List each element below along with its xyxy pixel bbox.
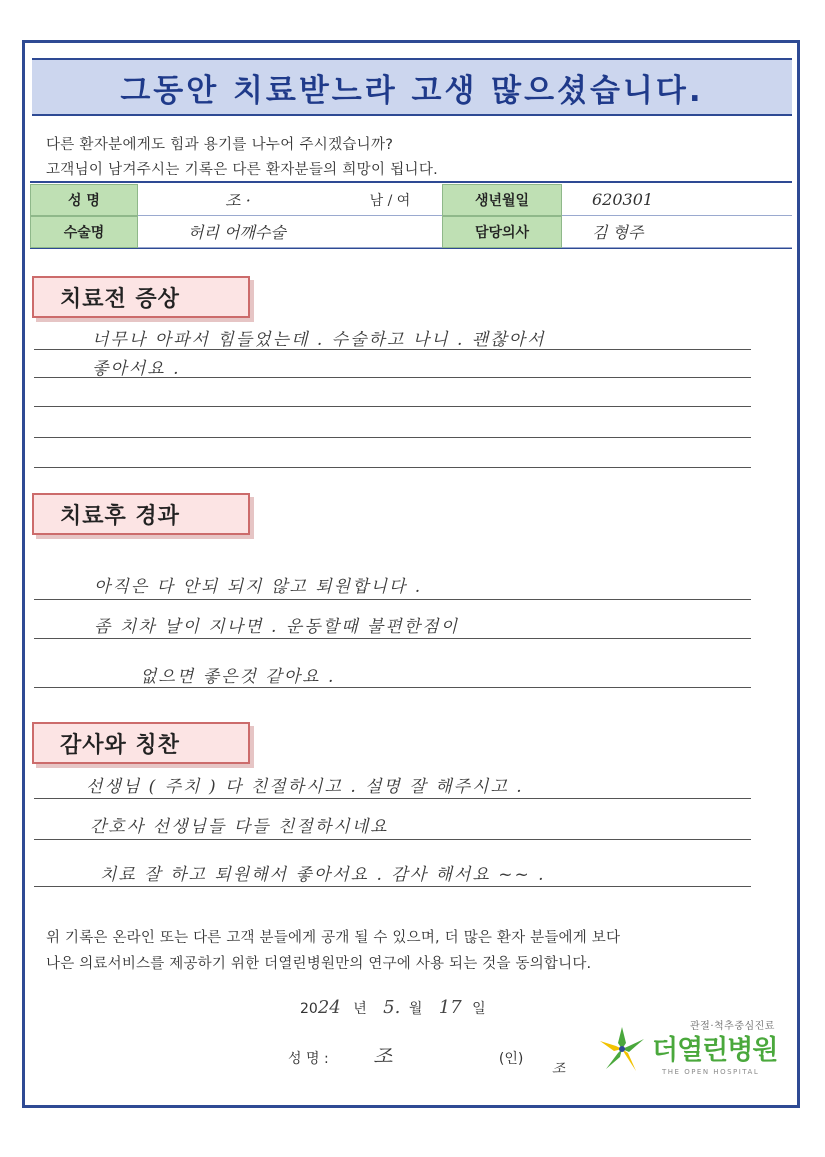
date-month-unit: 월 — [408, 1001, 423, 1017]
birth-value: 620301 — [562, 184, 792, 216]
ruled-line — [34, 839, 751, 840]
section-thanks-title-box — [32, 722, 250, 764]
intro-line-1: 다른 환자분에게도 힘과 용기를 나누어 주시겠습니까? — [46, 137, 394, 153]
patient-info-table — [30, 181, 792, 249]
section-after-title: 치료후 경과 — [60, 503, 180, 529]
ruled-line — [34, 467, 751, 468]
date-day-unit: 일 — [472, 1001, 486, 1017]
thanks-handwriting-line-2: 간호사 선생님들 다들 친절하시네요 — [90, 817, 389, 837]
after-handwriting-line-1: 아직은 다 안되 되지 않고 퇴원합니다 . — [94, 577, 423, 597]
logo-tagline: 관절·척추중심진료 — [690, 1021, 775, 1032]
date-month: 5. — [383, 997, 401, 1018]
logo-english: THE OPEN HOSPITAL — [662, 1068, 760, 1076]
ruled-line — [34, 687, 751, 688]
consent-line-2: 나은 의료서비스를 제공하기 위한 더열린병원만의 연구에 사용 되는 것을 동의합니다. — [46, 956, 592, 972]
section-thanks-title: 감사와 칭찬 — [60, 732, 180, 758]
signature-name-handwritten: 조 — [373, 1044, 395, 1068]
info-row-name — [30, 184, 792, 216]
thanks-handwriting-line-3: 치료 잘 하고 퇴원해서 좋아서요 . 감사 해서요 ~~ . — [100, 865, 546, 885]
name-label: 성 명 — [30, 184, 138, 216]
doctor-label: 담당의사 — [442, 216, 562, 248]
birth-label: 생년월일 — [442, 184, 562, 216]
surgery-label: 수술명 — [30, 216, 138, 248]
ruled-line — [34, 599, 751, 600]
ruled-line — [34, 886, 751, 887]
ruled-line — [34, 798, 751, 799]
date-year-unit: 년 — [353, 1001, 367, 1017]
surgery-value: 허리 어깨수술 — [138, 216, 442, 248]
name-value: 조 · — [138, 184, 338, 216]
title-band — [32, 58, 792, 116]
doctor-value: 김 형주 — [562, 216, 792, 248]
date-day: 17 — [438, 997, 462, 1018]
section-before-title-box — [32, 276, 250, 318]
gender-value: 남 / 여 — [338, 184, 442, 216]
signature-label: 성 명 : — [288, 1051, 329, 1067]
thanks-handwriting-line-1: 선생님 ( 주치 ) 다 친절하시고 . 설명 잘 해주시고 . — [86, 777, 524, 797]
logo-name: 더열린병원 — [652, 1035, 778, 1066]
before-handwriting-line-1: 너무나 아파서 힘들었는데 . 수술하고 나니 . 괜찮아서 — [92, 330, 546, 350]
ruled-line — [34, 406, 751, 407]
page-title: 그동안 치료받느라 고생 많으셨습니다. — [120, 72, 704, 109]
signature-mark: 조 — [551, 1061, 568, 1077]
intro-line-2: 고객님이 남겨주시는 기록은 다른 환자분들의 희망이 됩니다. — [46, 162, 439, 178]
section-after-title-box — [32, 493, 250, 535]
after-handwriting-line-2: 좀 치차 날이 지나면 . 운동할때 불편한점이 — [94, 617, 460, 637]
before-handwriting-line-2: 좋아서요 . — [92, 359, 181, 379]
date-year-prefix: 20 — [300, 1001, 318, 1017]
seal-label: (인) — [498, 1051, 524, 1067]
info-row-surgery — [30, 216, 792, 248]
consent-line-1: 위 기록은 온라인 또는 다른 고객 분들에게 공개 될 수 있으며, 더 많은 환자 분들에게 보다 — [46, 930, 621, 946]
section-before-title: 치료전 증상 — [60, 286, 180, 312]
date-year-handwritten: 24 — [317, 997, 341, 1018]
date-row — [300, 997, 486, 1018]
signature-row — [288, 1040, 568, 1077]
ruled-line — [34, 437, 751, 438]
ruled-line — [34, 638, 751, 639]
after-handwriting-line-3: 없으면 좋은것 같아요 . — [140, 667, 336, 687]
